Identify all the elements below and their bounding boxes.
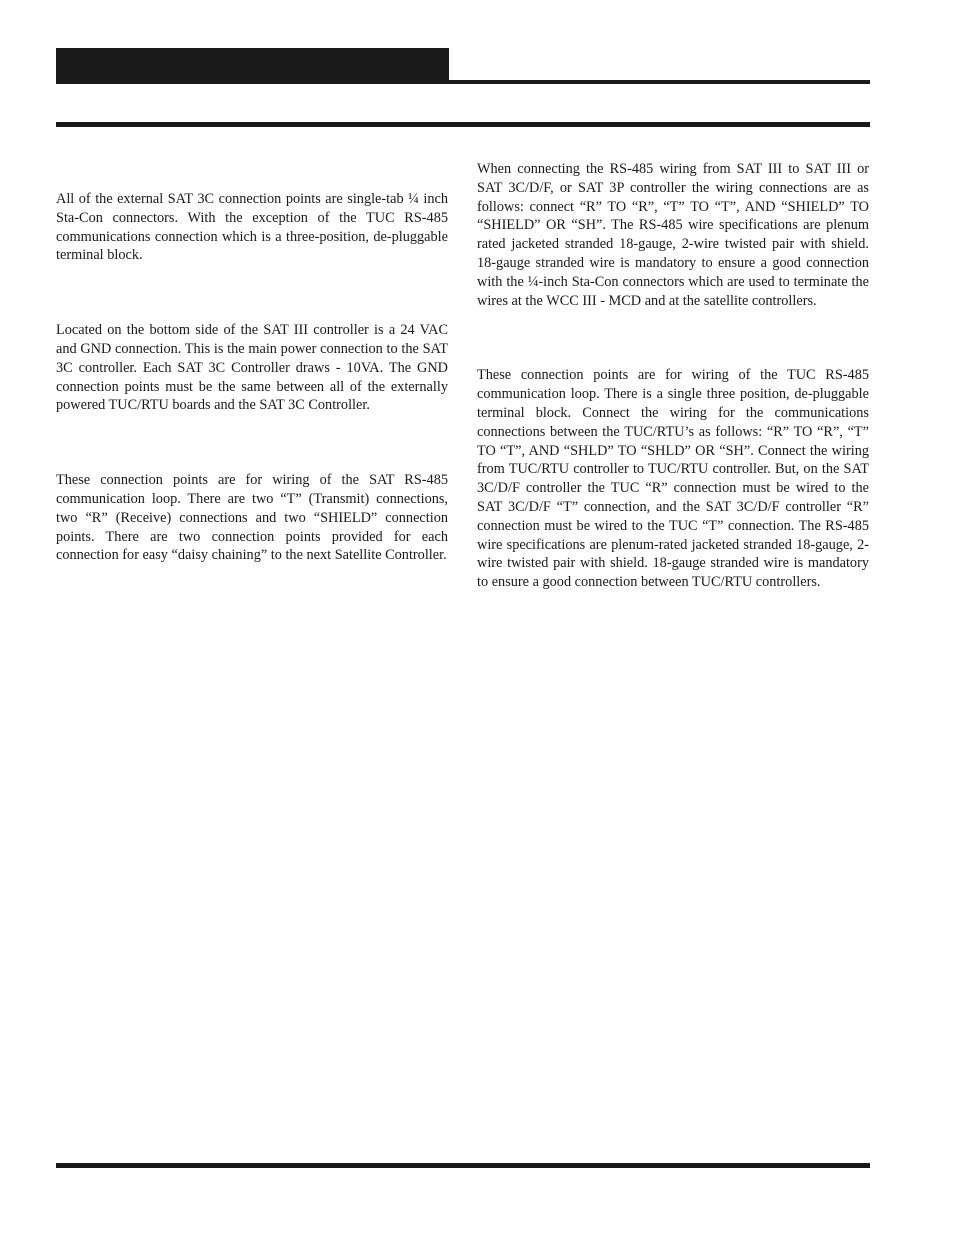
left-column (56, 190, 448, 565)
paragraph-tuc-rs485-loop: These connection points are for wiring of the TUC RS-485 communication loop. There is a single three position, de-pluggable terminal block. Connect the wiring for the communications connections between the TUC/RTU’s as follows: “R” TO “R”, “T” TO “T”, AND “SHLD” TO “SHLD” OR “SH”. Connect the wiring from TUC/RTU controller to TUC/RTU controller. But, on the SAT 3C/D/F controller the TUC “R” connection must be wired to the SAT 3C/D/F “T” connection, and the SAT 3C/D/F controller “R” connection must be wired to the TUC “T” connection. The RS-485 wire specifications are plenum-rated jacketed stranded 18-gauge, 2-wire twisted pair with shield. 18-gauge stranded wire is mandatory to ensure a good connection between TUC/RTU controllers. (477, 367, 869, 591)
header-tab-bar (56, 48, 449, 81)
footer-divider-rule (56, 1163, 870, 1168)
paragraph-power-connection: Located on the bottom side of the SAT III controller is a 24 VAC and GND connection. This is the main power connection to the SAT 3C controller. Each SAT 3C Controller draws - 10VA. The GND connection points must be the same between all of the externally powered TUC/RTU boards and the SAT 3C Controller. (56, 322, 448, 414)
paragraph-sat-rs485-loop: These connection points are for wiring of the SAT RS-485 communication loop. There are two “T” (Transmit) connections, two “R” (Receive) connections and two “SHIELD” connection points. There are two connection points provided for each connection for easy “daisy chaining” to the next Satellite Controller. (56, 472, 448, 564)
right-column (477, 160, 869, 592)
paragraph-connection-points: All of the external SAT 3C connection points are single-tab ¼ inch Sta-Con connectors. With the exception of the TUC RS-485 communications connection which is a three-position, de-pluggable terminal block. (56, 191, 448, 264)
header-thin-rule (56, 80, 870, 84)
paragraph-rs485-wiring: When connecting the RS-485 wiring from SAT III to SAT III or SAT 3C/D/F, or SAT 3P controller the wiring connections are as follows: connect “R” TO “R”, “T” TO “T”, AND “SHIELD” TO “SHIELD” OR “SH”. The RS-485 wire specifications are plenum rated jacketed stranded 18-gauge, 2-wire twisted pair with shield. 18-gauge stranded wire is mandatory to ensure a good connection with the ¼-inch Sta-Con connectors which are used to terminate the wires at the WCC III - MCD and at the satellite controllers. (477, 161, 869, 309)
header-divider-rule (56, 122, 870, 127)
